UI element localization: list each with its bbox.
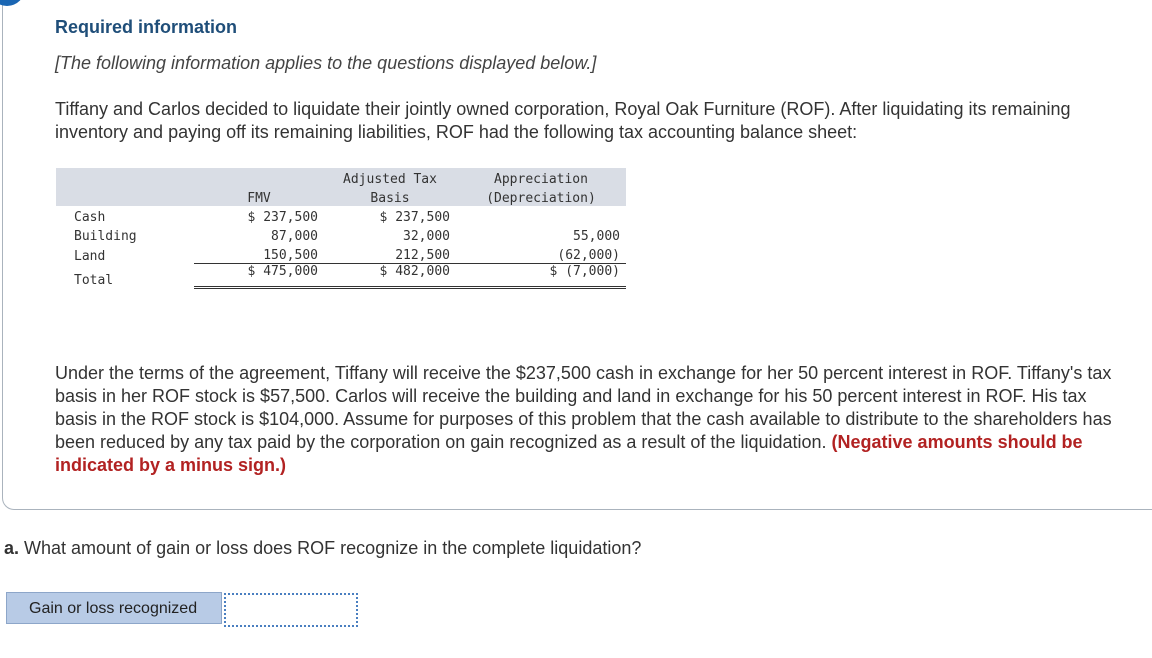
gain-loss-label: Gain or loss recognized [6,592,222,624]
fmv-value: $ 237,500 [247,210,318,225]
question-text: What amount of gain or loss does ROF recognize in the complete liquidation? [24,538,642,558]
basis-value: $ 237,500 [379,210,450,225]
table-header-row [56,168,626,187]
total-label: Total [74,272,114,288]
required-information-title: Required information [55,17,238,37]
total-appreciation: $ (7,000) [456,264,626,288]
row-label: Land [74,248,106,264]
header-appreciation-line2: (Depreciation) [486,191,596,206]
info-marker-icon [0,0,25,6]
answer-row [6,592,358,624]
question-letter: a. [4,538,20,558]
fmv-value: 150,500 [194,244,324,264]
row-label: Cash [74,210,106,225]
fmv-value: 87,000 [271,229,318,244]
intro-paragraph: Tiffany and Carlos decided to liquidate their jointly owned corporation, Royal Oak Furniture (ROF). After liquidating its remaining inventory and paying off its remaining liabilities, ROF had the following tax accounting balance sheet: [55,99,1071,142]
balance-sheet-table [56,168,626,289]
row-label: Building [74,229,137,244]
question-a [4,538,641,559]
basis-value: 32,000 [403,229,450,244]
appreciation-value: (62,000) [456,244,626,264]
basis-value: 212,500 [324,244,456,264]
header-basis-line1: Adjusted Tax [343,172,437,187]
header-appreciation-line1: Appreciation [494,172,588,187]
negative-amounts-note: (Negative amounts should be indicated by a minus sign.) [55,432,1083,475]
gain-loss-input[interactable] [224,593,358,627]
appreciation-value: 55,000 [573,229,620,244]
table-header-row [56,187,626,206]
agreement-text: Under the terms of the agreement, Tiffany will receive the $237,500 cash in exchange for her 50 percent interest in ROF. Tiffany's tax basis in her ROF stock is $57,500. Carlos will receive the building and land in exchange for his 50 percent interest in ROF. His tax basis in the ROF stock is $104,000. Assume for purposes of this problem that the cash available to distribute to the shareholders has been reduced by any tax paid by the corporation on gain recognized as a result of the liquidation. [55,363,1112,452]
table-row [56,225,626,244]
table-row [56,206,626,225]
appreciation-value [456,206,626,225]
applies-note: [The following information applies to the questions displayed below.] [55,53,597,73]
table-row [56,244,626,264]
header-basis-line2: Basis [370,191,410,206]
total-basis: $ 482,000 [324,264,456,288]
header-fmv: FMV [247,191,271,206]
agreement-paragraph [55,362,1130,477]
total-fmv: $ 475,000 [194,264,324,288]
table-total-row [56,264,626,288]
